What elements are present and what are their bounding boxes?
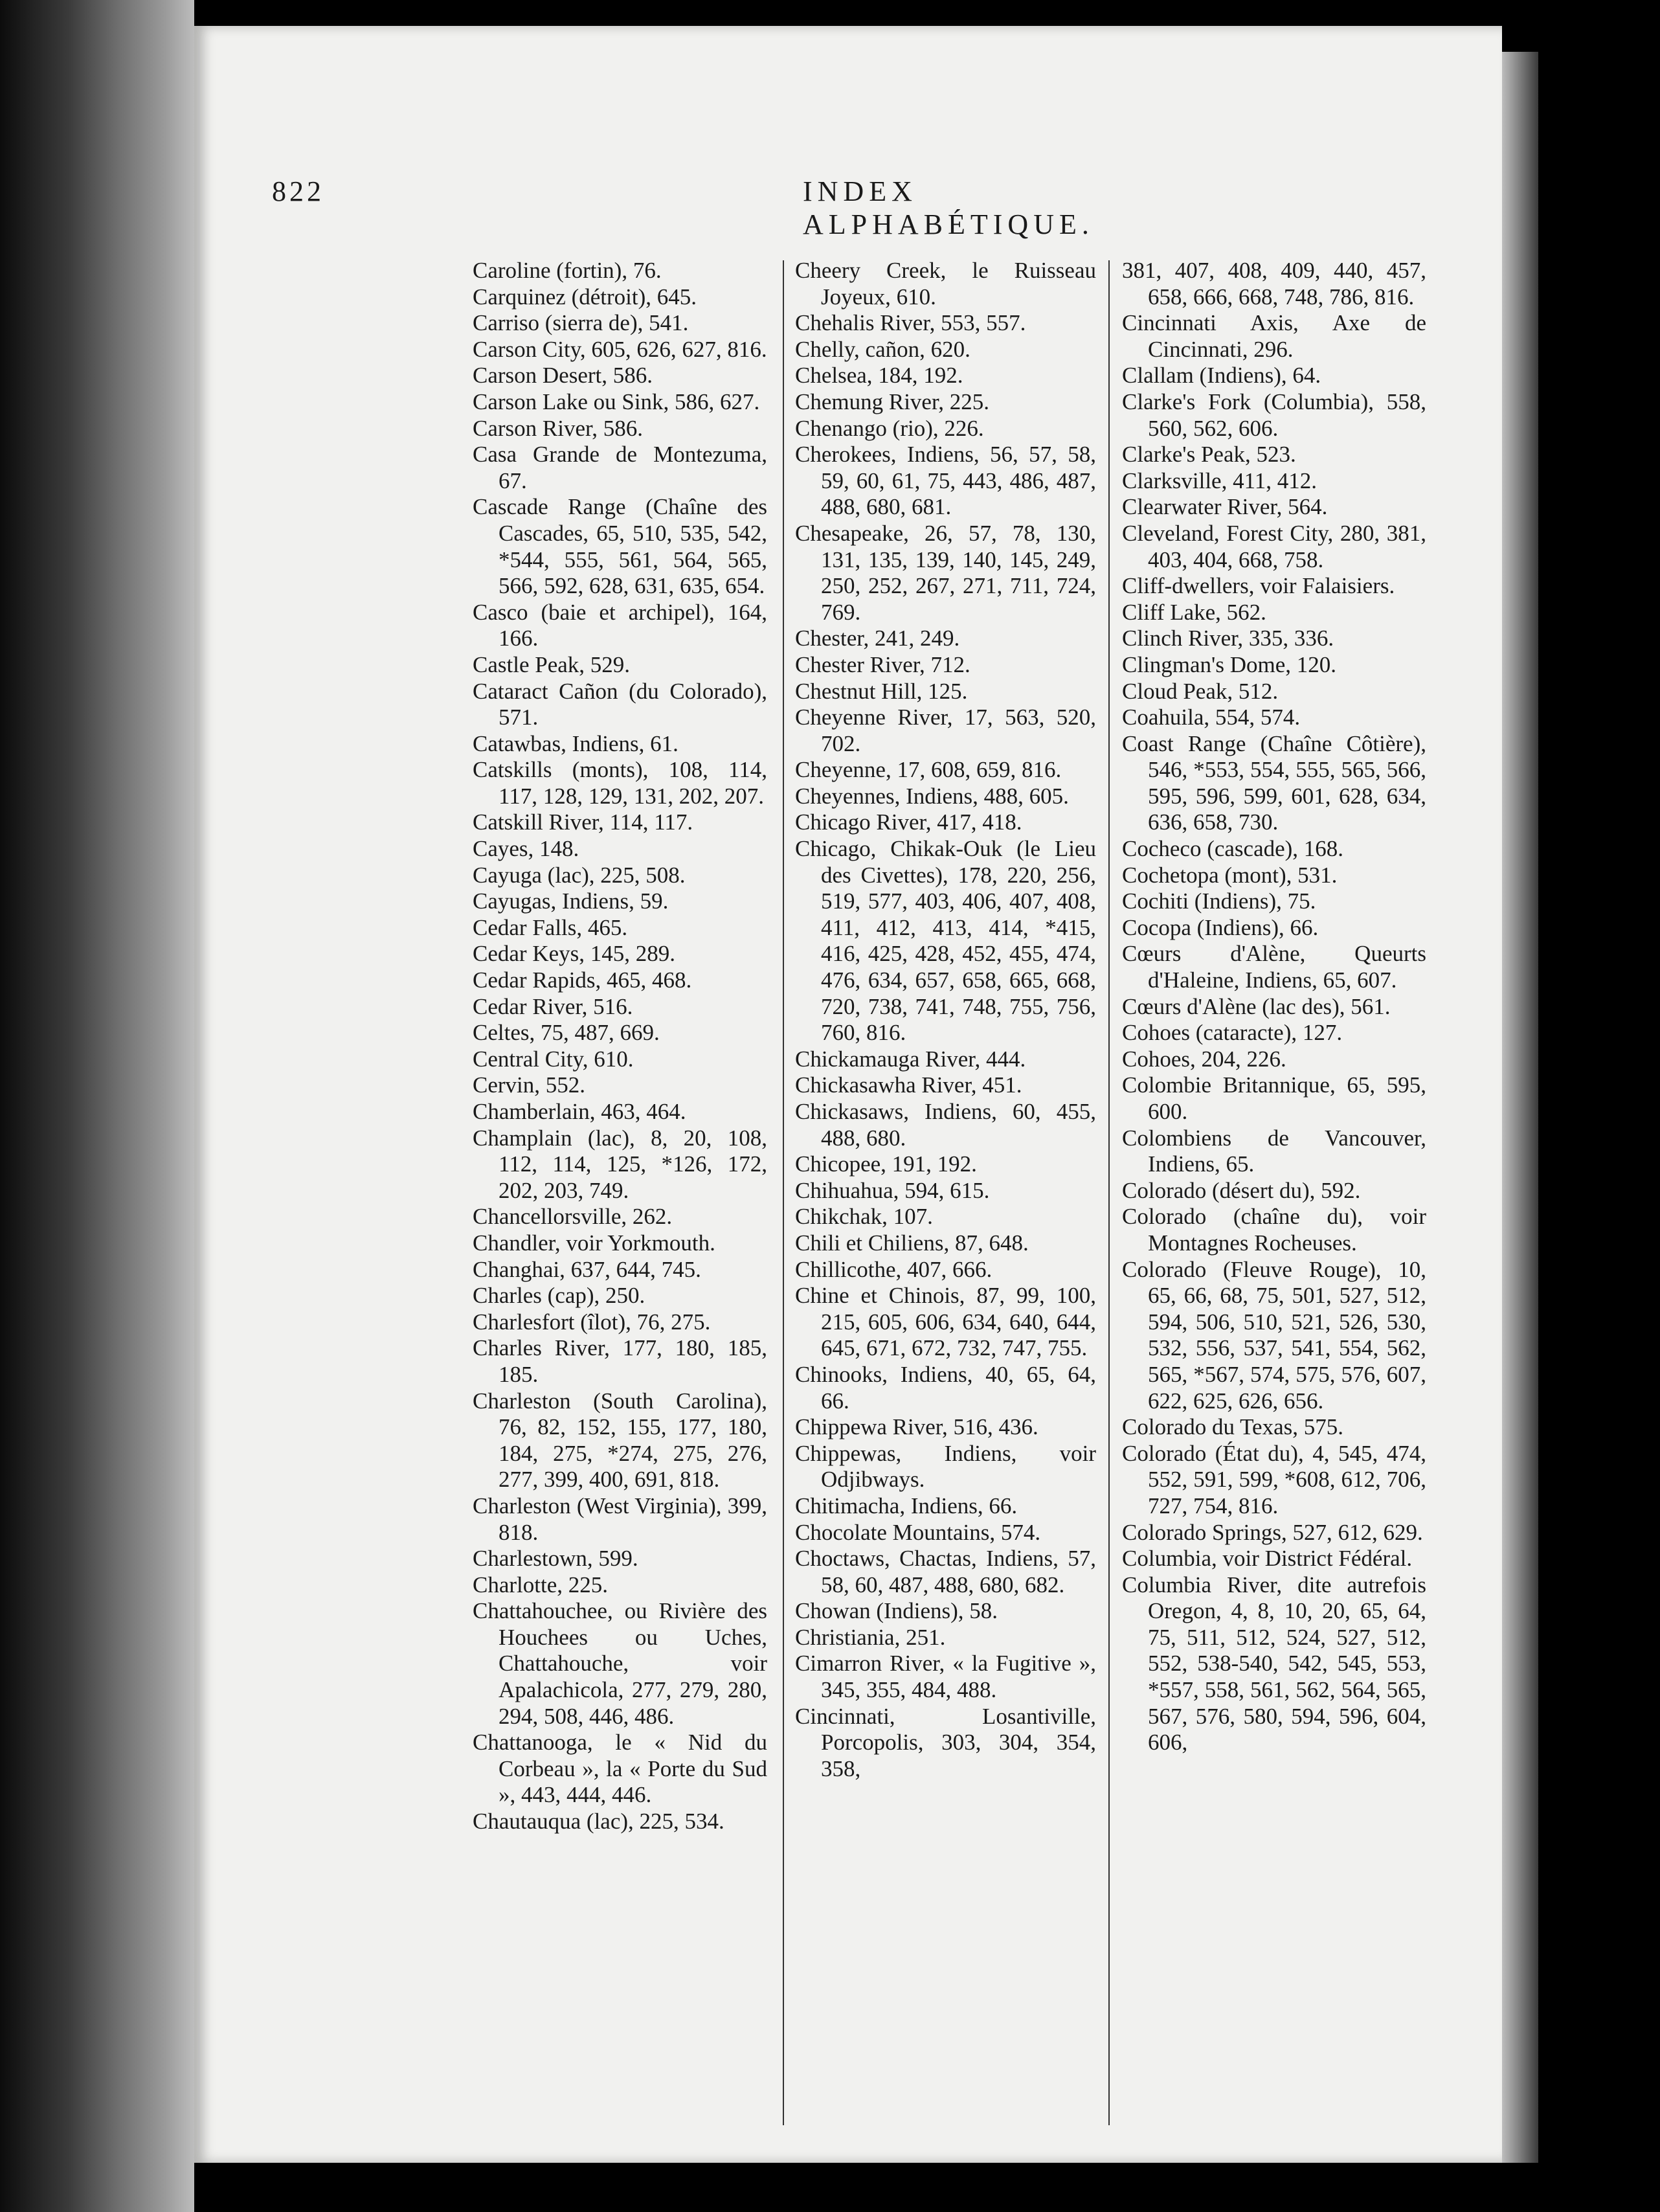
index-entry: Charles (cap), 250.: [473, 1283, 645, 1309]
index-entry: Cheery Creek, le Ruisseau Joyeux, 610.: [795, 258, 1096, 310]
index-entry: Charlotte, 225.: [473, 1572, 608, 1597]
index-entry: Champlain (lac), 8, 20, 108, 112, 114, 125, *126, 172, 202, 203, 749.: [473, 1125, 767, 1203]
index-entry: Cincinnati Axis, Axe de Cincinnati, 296.: [1122, 310, 1426, 362]
index-entry: Cœurs d'Alène, Queurts d'Haleine, Indiens, 65, 607.: [1122, 941, 1426, 993]
index-entry: Chancellorsville, 262.: [473, 1204, 673, 1230]
index-entry: Caroline (fortin), 76.: [473, 258, 662, 283]
index-entry: Clearwater River, 564.: [1122, 494, 1328, 520]
index-entry: Charles River, 177, 180, 185, 185.: [473, 1335, 767, 1387]
index-entry: Cohoes, 204, 226.: [1122, 1046, 1286, 1072]
index-entry: Colorado du Texas, 575.: [1122, 1414, 1344, 1440]
book-spine-edge: [0, 0, 194, 2212]
index-entry: Colorado (Fleuve Rouge), 10, 65, 66, 68, 75, 501, 527, 512, 594, 506, 510, 521, 526, 530, 532, 556, 537, 541, 554, 562, 565, *567, 574, 575, 576, 607, 622, 625, 626, 656.: [1122, 1256, 1426, 1414]
index-entry: Chattahouchee, ou Rivière des Houchees ou Uches, Chattahouche, voir Apalachicola, 277, 279, 280, 294, 508, 446, 486.: [473, 1598, 767, 1729]
index-entry: Carson City, 605, 626, 627, 816.: [473, 336, 767, 362]
index-entry: Clingman's Dome, 120.: [1122, 651, 1337, 677]
index-entry: Chinooks, Indiens, 40, 65, 64, 66.: [795, 1361, 1096, 1414]
index-entry: Charleston (West Virginia), 399, 818.: [473, 1493, 767, 1545]
index-entry: Carson River, 586.: [473, 415, 644, 441]
index-entry: Choctaws, Chactas, Indiens, 57, 58, 60, 487, 488, 680, 682.: [795, 1546, 1096, 1597]
index-entry: Colombie Britannique, 65, 595, 600.: [1122, 1072, 1426, 1124]
index-entry: Clallam (Indiens), 64.: [1122, 363, 1321, 389]
index-entry: Charlestown, 599.: [473, 1546, 638, 1572]
index-entry: Coahuila, 554, 574.: [1122, 705, 1301, 730]
index-entry: Cocopa (Indiens), 66.: [1122, 914, 1319, 940]
index-entry: Chili et Chiliens, 87, 648.: [795, 1230, 1029, 1256]
index-entry: Carquinez (détroit), 645.: [473, 284, 697, 310]
index-entry: Cohoes (cataracte), 127.: [1122, 1020, 1343, 1046]
index-entry: Cayes, 148.: [473, 836, 579, 862]
index-entry: Chine et Chinois, 87, 99, 100, 215, 605, 606, 634, 640, 644, 645, 671, 672, 732, 747, 755.: [795, 1283, 1096, 1361]
index-entry: Columbia River, dite autrefois Oregon, 4, 8, 10, 20, 65, 64, 75, 511, 512, 524, 527, 512, 552, 538-540, 542, 545, 553, *557, 558, 561, 562, 564, 565, 567, 576, 580, 594, 596, 604, 606,: [1122, 1572, 1426, 1755]
index-entry: Cascade Range (Chaîne des Cascades, 65, 510, 535, 542, *544, 555, 561, 564, 565, 566, 592, 628, 631, 635, 654.: [473, 494, 767, 599]
page-title: INDEX ALPHABÉTIQUE.: [803, 175, 1094, 240]
index-entry: 381, 407, 408, 409, 440, 457, 658, 666, 668, 748, 786, 816.: [1122, 258, 1426, 310]
index-entry: Carson Desert, 586.: [473, 363, 653, 389]
index-entry: Chestnut Hill, 125.: [795, 678, 968, 704]
index-entry: Clinch River, 335, 336.: [1122, 626, 1334, 651]
index-entry: Catawbas, Indiens, 61.: [473, 730, 679, 756]
index-entry: Chicago River, 417, 418.: [795, 809, 1022, 835]
index-entry: Cheyenne, 17, 608, 659, 816.: [795, 757, 1062, 783]
index-column-3: [1122, 258, 1426, 1756]
index-entry: Christiania, 251.: [795, 1624, 946, 1650]
index-entry: Cliff Lake, 562.: [1122, 599, 1266, 625]
index-entry: Catskill River, 114, 117.: [473, 809, 693, 835]
index-entry: Cervin, 552.: [473, 1072, 586, 1098]
index-entry: Casa Grande de Montezuma, 67.: [473, 442, 767, 493]
index-entry: Central City, 610.: [473, 1046, 634, 1072]
index-entry: Chandler, voir Yorkmouth.: [473, 1230, 715, 1256]
index-entry: Changhai, 637, 644, 745.: [473, 1256, 701, 1282]
index-entry: Chemung River, 225.: [795, 389, 989, 414]
index-entry: Chikchak, 107.: [795, 1204, 933, 1230]
index-entry: Cherokees, Indiens, 56, 57, 58, 59, 60, 61, 75, 443, 486, 487, 488, 680, 681.: [795, 442, 1096, 520]
index-entry: Celtes, 75, 487, 669.: [473, 1020, 660, 1046]
index-entry: Cheyenne River, 17, 563, 520, 702.: [795, 705, 1096, 756]
index-entry: Chicago, Chikak-Ouk (le Lieu des Civettes), 178, 220, 256, 519, 577, 403, 406, 407, 408, 411, 412, 413, 414, *415, 416, 425, 428, 452, 455, 474, 476, 634, 657, 658, 665, 668, 720, 738, 741, 748, 755, 756, 760, 816.: [795, 836, 1096, 1046]
index-entry: Cleveland, Forest City, 280, 381, 403, 404, 668, 758.: [1122, 520, 1426, 572]
index-entry: Chihuahua, 594, 615.: [795, 1177, 990, 1203]
index-entry: Chamberlain, 463, 464.: [473, 1099, 686, 1124]
index-entry: Chitimacha, Indiens, 66.: [795, 1493, 1018, 1518]
index-column-2: [795, 258, 1096, 1782]
index-entry: Chickasaws, Indiens, 60, 455, 488, 680.: [795, 1099, 1096, 1151]
index-entry: Chehalis River, 553, 557.: [795, 310, 1026, 336]
index-entry: Cloud Peak, 512.: [1122, 678, 1279, 704]
index-entry: Chelly, cañon, 620.: [795, 336, 970, 362]
index-entry: Cataract Cañon (du Colorado), 571.: [473, 678, 767, 730]
index-entry: Cochetopa (mont), 531.: [1122, 862, 1338, 888]
index-entry: Charlesfort (îlot), 76, 275.: [473, 1309, 711, 1335]
index-entry: Chelsea, 184, 192.: [795, 363, 963, 389]
index-entry: Chocolate Mountains, 574.: [795, 1519, 1041, 1545]
index-entry: Chippewa River, 516, 436.: [795, 1414, 1038, 1440]
page-stack-edge: [1502, 52, 1538, 2163]
index-entry: Colorado Springs, 527, 612, 629.: [1122, 1519, 1423, 1545]
index-entry: Cimarron River, « la Fugitive », 345, 355, 484, 488.: [795, 1651, 1096, 1703]
index-entry: Catskills (monts), 108, 114, 117, 128, 129, 131, 202, 207.: [473, 757, 767, 809]
index-entry: Chenango (rio), 226.: [795, 415, 984, 441]
index-entry: Cayuga (lac), 225, 508.: [473, 862, 686, 888]
index-entry: Chowan (Indiens), 58.: [795, 1598, 998, 1624]
index-entry: Chicopee, 191, 192.: [795, 1151, 977, 1177]
running-head: [272, 175, 1114, 240]
index-entry: Clarke's Peak, 523.: [1122, 442, 1296, 468]
column-divider: [1108, 260, 1110, 2125]
index-entry: Coast Range (Chaîne Côtière), 546, *553, 554, 555, 565, 566, 595, 596, 599, 601, 628, 634, 636, 658, 730.: [1122, 730, 1426, 835]
index-entry: Chippewas, Indiens, voir Odjibways.: [795, 1440, 1096, 1493]
index-entry: Colorado (État du), 4, 545, 474, 552, 591, 599, *608, 612, 706, 727, 754, 816.: [1122, 1440, 1426, 1518]
index-entry: Columbia, voir District Fédéral.: [1122, 1546, 1413, 1572]
index-entry: Cedar Falls, 465.: [473, 914, 628, 940]
index-entry: Cincinnati, Losantiville, Porcopolis, 303, 304, 354, 358,: [795, 1703, 1096, 1781]
index-entry: Colombiens de Vancouver, Indiens, 65.: [1122, 1125, 1426, 1177]
index-entry: Castle Peak, 529.: [473, 651, 631, 677]
index-entry: Colorado (chaîne du), voir Montagnes Rocheuses.: [1122, 1204, 1426, 1256]
index-entry: Carriso (sierra de), 541.: [473, 310, 689, 336]
index-entry: Cocheco (cascade), 168.: [1122, 836, 1344, 862]
index-entry: Carson Lake ou Sink, 586, 627.: [473, 389, 760, 414]
index-entry: Cœurs d'Alène (lac des), 561.: [1122, 993, 1391, 1019]
index-entry: Chickasawha River, 451.: [795, 1072, 1022, 1098]
index-entry: Clarksville, 411, 412.: [1122, 468, 1318, 493]
index-entry: Chesapeake, 26, 57, 78, 130, 131, 135, 139, 140, 145, 249, 250, 252, 267, 271, 711, 724, 769.: [795, 520, 1096, 625]
index-entry: Charleston (South Carolina), 76, 82, 152, 155, 177, 180, 184, 275, *274, 275, 276, 277, 399, 400, 691, 818.: [473, 1388, 767, 1493]
index-entry: Chickamauga River, 444.: [795, 1046, 1026, 1072]
index-entry: Cliff-dwellers, voir Falaisiers.: [1122, 573, 1395, 599]
page-number: 822: [272, 175, 324, 207]
index-entry: Chautauqua (lac), 225, 534.: [473, 1809, 724, 1834]
index-entry: Chattanooga, le « Nid du Corbeau », la « Porte du Sud », 443, 444, 446.: [473, 1730, 767, 1808]
index-entry: Chester, 241, 249.: [795, 626, 960, 651]
index-entry: Cheyennes, Indiens, 488, 605.: [795, 783, 1069, 809]
index-entry: Cedar Keys, 145, 289.: [473, 941, 676, 967]
index-entry: Cayugas, Indiens, 59.: [473, 888, 669, 914]
index-entry: Casco (baie et archipel), 164, 166.: [473, 599, 767, 651]
index-entry: Clarke's Fork (Columbia), 558, 560, 562, 606.: [1122, 389, 1426, 441]
column-divider: [783, 260, 784, 2125]
index-entry: Cedar River, 516.: [473, 993, 633, 1019]
index-entry: Colorado (désert du), 592.: [1122, 1177, 1361, 1203]
index-entry: Chester River, 712.: [795, 651, 970, 677]
index-entry: Cochiti (Indiens), 75.: [1122, 888, 1316, 914]
index-entry: Chillicothe, 407, 666.: [795, 1256, 993, 1282]
index-entry: Cedar Rapids, 465, 468.: [473, 967, 692, 993]
index-column-1: [473, 258, 767, 1835]
